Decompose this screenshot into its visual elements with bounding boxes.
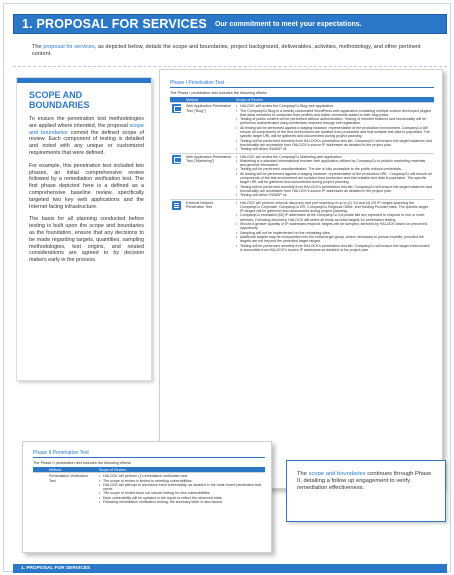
phase2-heading: Phase II Penetration Test (33, 450, 265, 458)
scope-point: • HALOCK will attempt to reproduce each vulnerability, as detailed in the most recent penetration test report. (99, 483, 263, 492)
intro-paragraph (32, 44, 428, 58)
scope-points (236, 201, 432, 253)
row-method: Remediation Verification Test (47, 473, 97, 506)
intro-highlight: proposal for services (43, 44, 95, 50)
scope-point: • Following remediation verification testing, the summary letter is also issued. (99, 500, 263, 504)
section-banner (13, 14, 447, 34)
row-icon-cell (170, 153, 184, 199)
table-row (170, 153, 434, 199)
phase1-table (170, 97, 434, 253)
scope-point: • HALOCK will review the CompanyCo Blog web application. (236, 104, 432, 108)
network-icon (172, 201, 181, 210)
scope-point: • The scope of review is limited to retesting vulnerabilities. (99, 479, 263, 483)
divider (13, 66, 447, 67)
sidebar-paragraph-2: For example, this penetration test included two phases, an initial comprehensive review followed by a remediation verification test. The first phase depicted here is a defined as a comprehensive baseline review, specifically targeted two key web applications and the Internet facing infrastructure. (29, 162, 144, 210)
phase2-table-body (33, 473, 265, 506)
scope-point: • Testing will utilize OWASP v4. (236, 147, 432, 151)
sidebar-p1-b: commit the defined scope of review. Each component of testing is detailed and noted with any unique or customized requirements that were defined. (29, 129, 144, 156)
intro-text: , as depicted below, details the scope and boundaries, project background, deliverables, activities, methodology, and other pertinent content. (32, 44, 421, 58)
scope-point: • HALOCK will perform network discovery and port scanning of up to (2) /24 and (4) /29 IP ranges spanning the CompanyCo Corporate, CompanyCo DR, CompanyCo Regional Office, and Hosting Provider sites. The specific target IP ranges will be gathered and documented during project planning. (236, 201, 432, 214)
scope-point: • HALOCK will perform (1) remediation verification test. (99, 474, 263, 478)
scope-point: • Should a greater quantity of IP addresses respond, targets will be sampled, selected by HALOCK based on perceived opportunity. (236, 222, 432, 231)
scope-point: • All testing will be performed against a staging instance, representative of the production environment. CompanyCo will ensure all components of the test environment are isolated from production and that suitable test data is populated. The specific target URL will be gathered and documented during project planning. (236, 126, 432, 139)
scope-point: • Marketing is a standard informational browser web application utilized by CompanyCo to publish marketing materials and general information. (236, 159, 432, 168)
card-accent-bar (17, 78, 151, 83)
callout-highlight: scope and boundaries (308, 471, 366, 477)
phase1-intro: The Phase I penetration test includes the following efforts: (170, 91, 268, 95)
table-header-scope: Scope of Review (234, 97, 434, 103)
scope-point: • The CompanyCo Blog is a heavily customized WordPress web application containing multiple custom developed plugins that allow members to customize their profiles and follow comments added to their blog posts. (236, 109, 432, 118)
row-icon-cell (33, 473, 47, 506)
table-header-scope: Scope of Review (97, 467, 265, 473)
scope-point: • Testing of public content will be performed without authentication. Testing of member features and functionality will be performed authenticated using credentials obtained through self registration. (236, 117, 432, 126)
sidebar-p1-highlight: scope and boundaries (29, 122, 144, 136)
web-app-icon (172, 155, 181, 164)
sidebar-body (29, 116, 144, 270)
scope-points (99, 474, 263, 504)
phase1-table-body (170, 103, 434, 253)
scope-point: • Testing will be performed remotely from HALOCK's penetration test lab. CompanyCo will ensure the target environment is accessible from HALOCK's source IP addresses as detailed in the project plan. (236, 244, 432, 253)
page (3, 3, 451, 572)
table-header-method: Method (47, 467, 97, 473)
row-scope (234, 103, 434, 153)
phase2-document (22, 441, 272, 553)
table-row (170, 103, 434, 153)
scope-point: • Additional targets may be incorporated into the initial target group, where necessary to pursue exploits, provided the targets are not beyond the permitted target ranges. (236, 235, 432, 244)
scope-points (236, 104, 432, 151)
phase2-callout (286, 460, 446, 522)
phase2-intro: The Phase II penetration test includes the following efforts: (33, 461, 132, 465)
callout-prefix: The (297, 471, 309, 477)
callout-body: continues through Phase II, detailing a follow up engagement to verify remediation effectiveness. (297, 471, 432, 492)
phase2-table (33, 467, 265, 505)
scope-point: • HALOCK will review the CompanyCo Marketing web application. (236, 155, 432, 159)
page-footer (13, 564, 447, 573)
sidebar-title: SCOPE AND BOUNDARIES (29, 90, 90, 110)
row-icon-cell (170, 199, 184, 253)
scope-point: • The scope of review does not include testing for new vulnerabilities. (99, 491, 263, 495)
row-scope (97, 473, 265, 506)
table-header-method: Method (184, 97, 234, 103)
row-icon-cell (170, 103, 184, 153)
scope-point: • Testing will be performed remotely from HALOCK's penetration test lab. CompanyCo will ensure the target instances and functionality are accessible from HALOCK's source IP addresses as detailed in the project plan. (236, 139, 432, 148)
scope-point: • Testing will be performed unauthenticated. The site is fully accessible to the public without credentials. (236, 167, 432, 171)
sidebar-paragraph-1 (29, 116, 144, 157)
row-method: Web Application Penetration Test ("Marketing") (184, 153, 234, 199)
row-method: Web Application Penetration Test ("Blog") (184, 103, 234, 153)
scope-point: • Each vulnerability will be updated in the report to reflect the observed state. (99, 496, 263, 500)
sidebar-p1-a: To ensure the penetration test methodologies are applied where intended, the proposal (29, 116, 144, 129)
intro-prefix: The (32, 44, 44, 50)
scope-sidebar-card (16, 77, 152, 381)
scope-points (236, 155, 432, 198)
scope-point: • Sampling will not be implemented on the remaining sites. (236, 231, 432, 235)
table-row (33, 473, 265, 506)
callout-text (297, 471, 437, 493)
section-subtitle: Our commitment to meet your expectations. (214, 20, 362, 28)
row-method: External Network Penetration Test (184, 199, 234, 253)
footer-text: 1. PROPOSAL FOR SERVICES (21, 566, 91, 571)
table-row (170, 199, 434, 253)
sidebar-paragraph-3: The basis for all planning conducted before testing is built upon the scope and boundaries as the foundation, ensure that any decisions to be made regarding targets, quantities, sampling methodologies, test origins, and related considerations are agreed to by decision makers early in the process. (29, 216, 144, 264)
scope-point: • CompanyCo estimated (60) IP addresses at the CompanyCo Corporate site are expected to respond to one or more services. Following discovery, HALOCK will select all hosts as initial targets for penetration testing. (236, 213, 432, 222)
row-scope (234, 153, 434, 199)
section-title: 1. PROPOSAL FOR SERVICES (22, 17, 207, 31)
phase1-heading: Phase I Penetration Test (170, 80, 434, 88)
scope-point: • Testing will be performed remotely from HALOCK's penetration test lab. CompanyCo will ensure the target instances and functionality are accessible from HALOCK's source IP addresses as detailed in the project plan. (236, 185, 432, 194)
scope-point: • Testing will utilize OWASP v4. (236, 193, 432, 197)
web-app-icon (172, 104, 181, 113)
scope-point: • All testing will be performed against a staging instance, representative of the production URL. CompanyCo will ensure all components of the test environment are isolated from production and that suitable test data is populated. The specific target URL will be gathered and documented during project planning. (236, 172, 432, 185)
row-scope (234, 199, 434, 253)
